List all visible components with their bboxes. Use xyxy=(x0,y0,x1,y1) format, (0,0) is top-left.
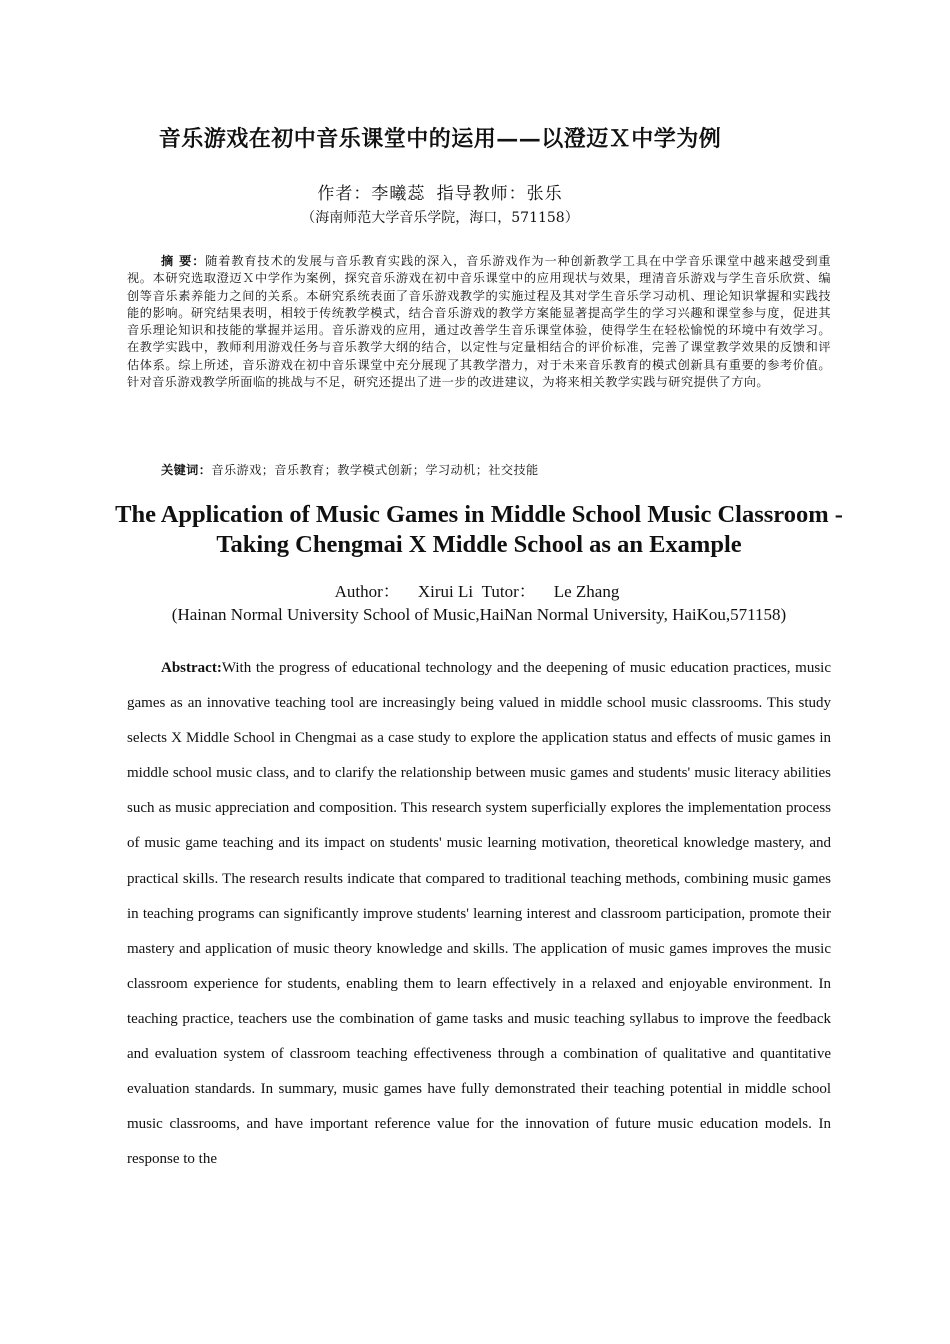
english-abstract xyxy=(127,651,831,1177)
chinese-keywords xyxy=(161,461,831,479)
tutor-label: Tutor： xyxy=(481,582,536,601)
chinese-keywords-text: 音乐游戏；音乐教育；教学模式创新；学习动机；社交技能 xyxy=(211,463,539,477)
author-name: Xirui Li xyxy=(417,582,474,601)
author-label: Author： xyxy=(334,582,400,601)
english-title: The Application of Music Games in Middle School Music Classroom - Taking Chengmai X Middle School as an Example xyxy=(115,501,843,558)
chinese-keywords-label: 关键词： xyxy=(161,463,212,477)
chinese-title: 音乐游戏在初中音乐课堂中的运用——以澄迈Ｘ中学为例 xyxy=(158,126,722,152)
english-abstract-label: Abstract: xyxy=(161,660,222,676)
chinese-author-line: 作者：李曦蕊 指导教师：张乐 xyxy=(317,184,563,204)
chinese-abstract-label: 摘 要： xyxy=(161,254,206,268)
english-author-line xyxy=(125,581,829,603)
english-affiliation: (Hainan Normal University School of Music,HaiNan Normal University, HaiKou,571158) xyxy=(171,605,787,624)
tutor-name: Le Zhang xyxy=(553,582,620,601)
chinese-affiliation: （海南师范大学音乐学院，海口，571158） xyxy=(301,210,579,226)
english-abstract-text: With the progress of educational technology and the deepening of music education practices, music games as an innovative teaching tool are increasingly being valued in middle school music classrooms. This study selects X Middle School in Chengmai as a case study to explore the application status and effects of music games in middle school music class, and to clarify the relationship between music games and students' music literacy abilities such as music appreciation and composition. This research system superficially explores the implementation process of music game teaching and its impact on students' music learning motivation, theoretical knowledge mastery, and practical skills. The research results indicate that compared to traditional teaching methods, combining music games in teaching programs can significantly improve students' learning interest and classroom participation, promote their mastery and application of music theory knowledge and skills. The application of music games improves the music classroom experience for students, enabling them to learn effectively in a relaxed and enjoyable environment. In teaching practice, teachers use the combination of game tasks and music teaching syllabus to improve the feedback and evaluation system of classroom teaching effectiveness through a combination of qualitative and quantitative evaluation standards. In summary, music games have fully demonstrated their teaching potential in middle school music classrooms, and have important reference value for the innovation of future music education models. In response to the xyxy=(127,660,831,1168)
chinese-abstract xyxy=(127,253,831,391)
chinese-abstract-text: 随着教育技术的发展与音乐教育实践的深入，音乐游戏作为一种创新教学工具在中学音乐课堂中越来越受到重视。本研究选取澄迈Ｘ中学作为案例，探究音乐游戏在初中音乐课堂中的应用现状与效果，理清音乐游戏与学生音乐欣赏、编创等音乐素养能力之间的关系。本研究系统表面了音乐游戏教学的实施过程及其对学生音乐学习动机、理论知识掌握和实践技能的影响。研究结果表明，相较于传统教学模式，结合音乐游戏的教学方案能显著提高学生的学习兴趣和课堂参与度，促进其音乐理论知识和技能的掌握并运用。音乐游戏的应用，通过改善学生音乐课堂体验，使得学生在轻松愉悦的环境中有效学习。在教学实践中，教师利用游戏任务与音乐教学大纲的结合，以定性与定量相结合的评价标准，完善了课堂教学效果的反馈和评估体系。综上所述，音乐游戏在初中音乐课堂中充分展现了其教学潜力，对于未来音乐教育的模式创新具有重要的参考价值。针对音乐游戏教学所面临的挑战与不足，研究还提出了进一步的改进建议，为将来相关教学实践与研究提供了方向。 xyxy=(127,254,832,390)
